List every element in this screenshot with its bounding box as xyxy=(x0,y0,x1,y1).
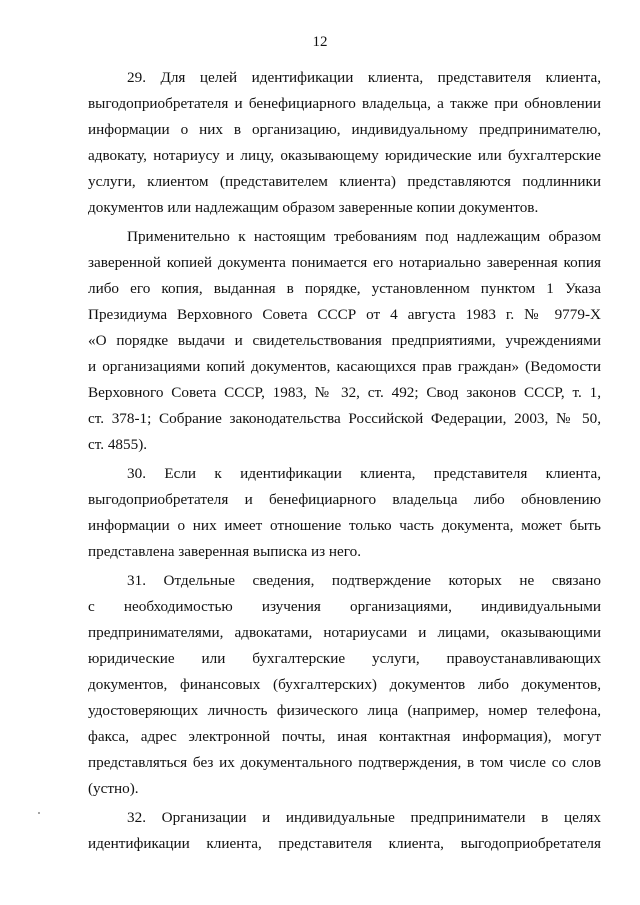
text-line: Верховного Совета СССР, 1983, № 32, ст. 492; Свод законов СССР, т. 1, xyxy=(88,384,601,401)
text-line: документов или надлежащим образом заверенные копии документов. xyxy=(88,199,539,216)
text-line: удостоверяющих личность физического лица (например, номер телефона, xyxy=(88,702,601,719)
text-line: документов, финансовых (бухгалтерских) документов либо документов, xyxy=(88,676,601,693)
text-line: (устно). xyxy=(88,780,139,797)
text-line: адвокату, нотариусу и лицу, оказывающему юридические или бухгалтерские xyxy=(88,147,601,164)
text-line: представляться без их документального подтверждения, в том числе со слов xyxy=(88,754,601,771)
text-line: «О порядке выдачи и свидетельствования предприятиями, учреждениями xyxy=(88,332,601,349)
text-line: идентификации клиента, представителя клиента, выгодоприобретателя xyxy=(88,835,601,852)
text-line: предпринимателями, адвокатами, нотариусами и лицами, оказывающими xyxy=(88,624,601,641)
text-line: 30. Если к идентификации клиента, представителя клиента, xyxy=(127,465,601,482)
text-line: представлена заверенная выписка из него. xyxy=(88,543,362,560)
text-line: информации о них в организацию, индивидуальному предпринимателю, xyxy=(88,121,601,138)
text-line: 32. Организации и индивидуальные предприниматели в целях xyxy=(127,809,601,826)
text-line: ст. 378-1; Собрание законодательства Российской Федерации, 2003, № 50, xyxy=(88,410,601,427)
text-line: Президиума Верховного Совета СССР от 4 августа 1983 г. № 9779-X xyxy=(88,306,601,323)
text-line: услуги, клиентом (представителем клиента) представляются подлинники xyxy=(88,173,601,190)
page-number: 12 xyxy=(312,34,328,50)
text-line: юридические или бухгалтерские услуги, правоустанавливающих xyxy=(88,650,601,667)
scan-speck xyxy=(38,812,40,814)
text-line: заверенной копией документа понимается его нотариально заверенная копия xyxy=(88,254,601,271)
text-line: факса, адрес электронной почты, иная контактная информация), могут xyxy=(88,728,601,745)
text-line: 29. Для целей идентификации клиента, представителя клиента, xyxy=(127,69,601,86)
text-line: выгодоприобретателя и бенефициарного владельца, а также при обновлении xyxy=(88,95,601,112)
text-line: Применительно к настоящим требованиям под надлежащим образом xyxy=(127,228,601,245)
text-line: информации о них имеет отношение только часть документа, может быть xyxy=(88,517,601,534)
text-line: с необходимостью изучения организациями, индивидуальными xyxy=(88,598,601,615)
text-line: и организациями копий документов, касающихся прав граждан» (Ведомости xyxy=(88,358,601,375)
text-line: ст. 4855). xyxy=(88,436,148,453)
text-line: 31. Отдельные сведения, подтверждение которых не связано xyxy=(127,572,601,589)
text-line: либо его копия, выданная в порядке, установленном пунктом 1 Указа xyxy=(88,280,601,297)
text-line: выгодоприобретателя и бенефициарного владельца либо обновлению xyxy=(88,491,601,508)
